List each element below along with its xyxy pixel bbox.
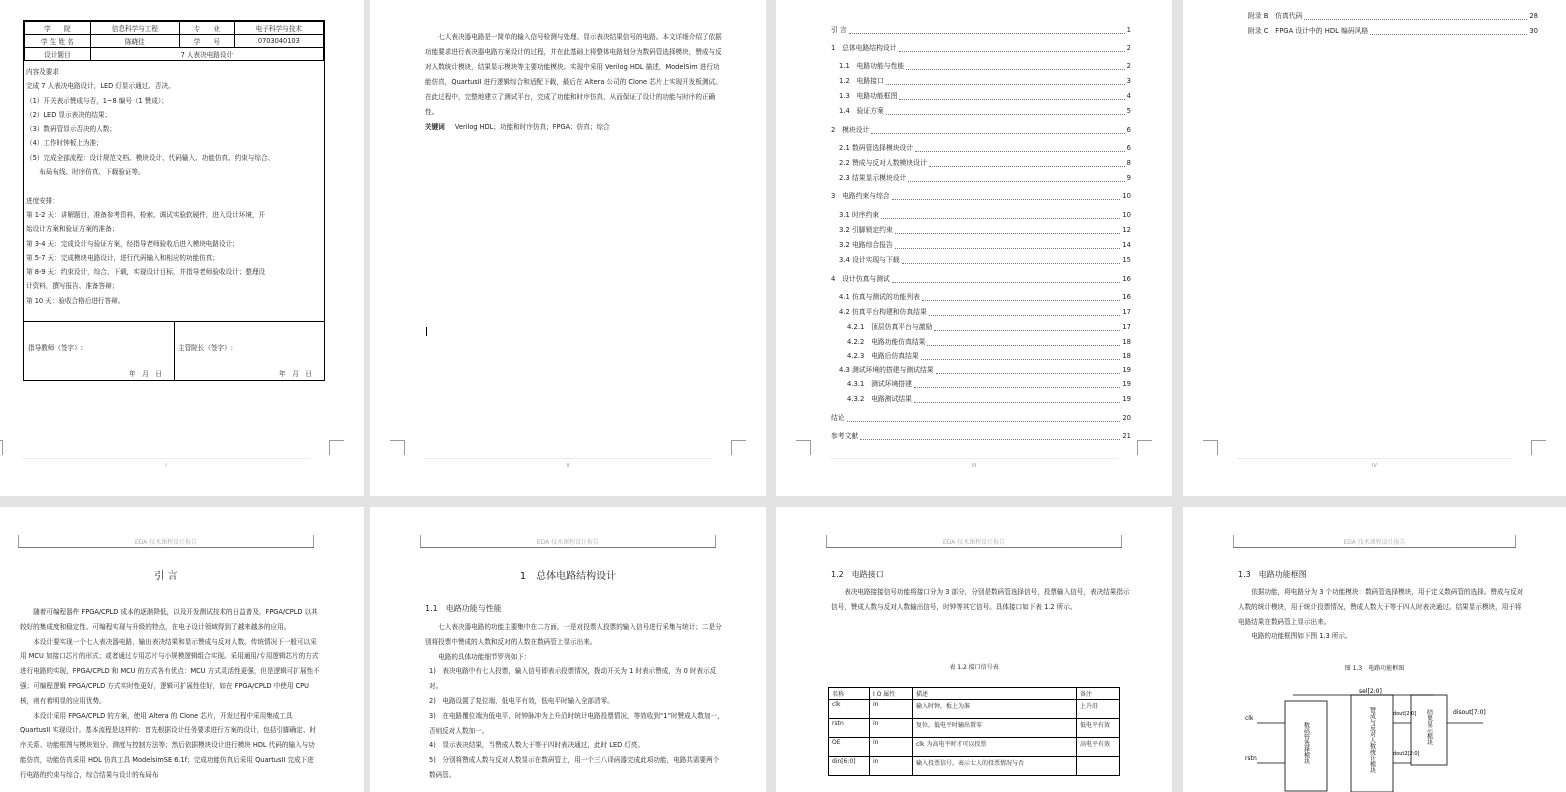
subsection-title: 1.2 电路接口 [831, 570, 884, 579]
toc-page-number: 18 [1122, 338, 1131, 346]
toc-page-number: 16 [1122, 293, 1131, 301]
requirement-line: 计资料，撰写报告、准备答辩； [26, 282, 119, 291]
toc-label: 4.3 测试环境的搭建与测试结果 [839, 366, 934, 374]
toc-page-number: 10 [1122, 211, 1131, 219]
paragraph: 随着可编程器件 FPGA/CPLD 成本的逐渐降低，以及开发测试技术的日益普及，FPGA/CPLD 以其较好的集成度和稳定性、可编程实现与升级的特点，在电子设计领域得到了越来越多的应用。 [20, 608, 318, 631]
list-item: 4) 显示表决结果，当赞成人数大于等于四时表决通过，此时 LED 灯亮。 [429, 741, 645, 750]
table-caption: 表 1.2 接口信号表 [949, 664, 999, 671]
rstn-label: rstn [1245, 755, 1257, 762]
cell: 学 院 [25, 22, 91, 35]
requirement-line: 布局布线、时序仿真、下载验证等。 [26, 168, 145, 177]
toc-page-number: 2 [1126, 44, 1131, 52]
toc-entry[interactable] [831, 140, 1131, 152]
toc-page-number: 1 [1126, 26, 1131, 34]
toc-page-number: 17 [1122, 308, 1131, 316]
running-header: EDA 技术课程设计报告 [1343, 539, 1406, 546]
toc-page-number: 16 [1122, 275, 1131, 283]
keywords: Verilog HDL；功能和时序仿真；FPGA；仿真；综合 [454, 123, 610, 131]
table-cell: 复位，低电平时输出置零 [913, 719, 1077, 738]
disout-label: disout[7:0] [1453, 709, 1486, 716]
toc-label: 2 模块设计 [831, 126, 870, 134]
table-row [829, 700, 1120, 719]
toc-entry[interactable] [831, 40, 1131, 52]
table-cell: din[6:0] [829, 757, 870, 776]
running-header: EDA 技术课程设计报告 [134, 539, 198, 546]
toc-page-number: 14 [1122, 241, 1131, 249]
table-cell: rstn [829, 719, 870, 738]
toc-label: 1.1 电路功能与性能 [839, 62, 905, 70]
table-cell: in [870, 738, 913, 757]
requirement-line: 进度安排： [26, 196, 59, 205]
toc-page-number: 19 [1122, 366, 1131, 374]
toc-entry[interactable] [831, 348, 1131, 360]
toc-label: 2.3 结果显示模块设计 [839, 174, 907, 182]
toc-page-number: 10 [1122, 192, 1131, 200]
section-title: 引 言 [154, 571, 178, 582]
toc-entry[interactable] [1248, 23, 1538, 35]
page-chapter1 [370, 507, 766, 792]
chapter1-body [425, 620, 725, 783]
table-cell: 低电平有效 [1077, 719, 1120, 738]
clk-label: clk [1245, 715, 1254, 722]
page-number: I [165, 463, 167, 469]
cell: 学 生 姓 名 [25, 35, 91, 48]
subsection-title: 1.1 电路功能与性能 [425, 604, 502, 613]
table-cell: 输入时钟，板上为准 [913, 700, 1077, 719]
advisor-signature [24, 322, 175, 380]
cell: 电子科学与技术 [234, 22, 323, 35]
toc-label: 引 言 [831, 26, 847, 34]
table-cell: OE [829, 738, 870, 757]
toc-page-number: 18 [1122, 352, 1131, 360]
paragraph: 本设计要实现一个七人表决器电路，输出表决结果和显示赞成与反对人数。传统情况下一般可以采用 MCU 加接口芯片的形式；或者通过专用芯片与小规模逻辑组合实现。采用通用/专用逻辑芯片的方式进行电路的实现，FPGA/CPLD 和 MCU 的方式各有优点：MCU 方式灵活性更强，但是逻辑可扩展性不强；可编程逻辑 FPGA/CPLD 方式实时性更好，逻辑可扩展性佳好，如在 FPGA/CPLD 中使用 CPU 核，则有着明显的应用优势。 [20, 637, 320, 705]
table-cell [1077, 757, 1120, 776]
page-abstract [370, 0, 766, 496]
toc-label: 4.2.3 电路后仿真结果 [847, 352, 919, 360]
col-header: 描述 [913, 688, 1077, 700]
toc-label: 3.2 电路综合报告 [839, 241, 893, 249]
function-block-diagram [1243, 687, 1503, 792]
toc-entry[interactable] [831, 334, 1131, 346]
requirement-line: 内容及要求 [26, 68, 59, 76]
page-toc [776, 0, 1172, 496]
toc-entry[interactable] [831, 73, 1131, 85]
requirement-line [26, 179, 322, 193]
table-cell: in [870, 719, 913, 738]
requirement-line: 第 10 天：验收合格后进行答辩。 [26, 296, 125, 305]
table-row [829, 719, 1120, 738]
toc-page-number: 20 [1122, 414, 1131, 422]
table-cell: clk 为高电平时才可以投票 [913, 738, 1077, 757]
counter-module-label: 赞成与反对人数统计模块 [1368, 707, 1376, 773]
toc-label: 附录 B 仿真代码 [1248, 12, 1303, 20]
toc-entry[interactable] [831, 391, 1131, 403]
toc-entry[interactable] [831, 319, 1131, 331]
requirement-line: （4）工作时钟板上为准； [26, 139, 103, 148]
list-item: 1) 表决电路中有七人投票，输入信号即表示投票情况，拨动开关为 1 时表示赞成，为 0 时表示反对。 [429, 667, 717, 691]
toc-label: 1.2 电路接口 [839, 77, 884, 85]
requirement-line: 完成 7 人表决电路设计，LED 灯显示通过、否决。 [26, 82, 175, 91]
page-form [0, 0, 364, 496]
requirement-line: （2）LED 显示表决的结果； [26, 110, 112, 119]
page-number: IV [1372, 463, 1377, 469]
toc-entry[interactable] [831, 207, 1131, 219]
toc-label: 3.2 引脚锁定约束 [839, 226, 893, 234]
list-item: 5) 分别将赞成人数与反对人数显示在数码管上，用一个三八译码器完成此项功能，电路共需要两个数码管。 [429, 756, 720, 779]
toc-entry[interactable] [831, 188, 1131, 200]
requirement-line: 始设计方案和验证方案的准备； [26, 225, 119, 234]
keywords-line [425, 120, 725, 135]
toc-label: 结论 [831, 414, 845, 422]
toc-entry[interactable] [831, 362, 1131, 374]
table-row [829, 757, 1120, 776]
toc-label: 3 电路约束与综合 [831, 192, 890, 200]
info-table [24, 21, 324, 61]
toc-entry[interactable] [831, 22, 1131, 34]
paragraph: 电路的具体功能细节罗列如下： [438, 652, 531, 661]
page-diagram [1183, 507, 1566, 792]
assignment-form [23, 20, 325, 381]
sel-label: sel[2:0] [1359, 688, 1382, 695]
toc-page-number: 21 [1122, 432, 1131, 440]
requirement-line: （3）数码管显示否决的人数； [26, 125, 116, 134]
table-cell: clk [829, 700, 870, 719]
requirements-text [24, 61, 324, 308]
toc-page-number: 17 [1122, 323, 1131, 331]
toc-page-number: 19 [1122, 395, 1131, 403]
toc-label: 2.2 赞成与反对人数模块设计 [839, 159, 927, 167]
text-cursor [426, 327, 427, 336]
signature-area [24, 321, 324, 380]
toc-entry[interactable] [831, 103, 1131, 115]
requirement-line: （1）开关表示赞成与否，1~8 编号（1 赞成）； [26, 96, 168, 105]
cell: 信息科学与工程 [90, 22, 179, 35]
toc-entry[interactable] [831, 222, 1131, 234]
paragraph: 电路的功能框图如下图 1.3 所示。 [1251, 632, 1352, 641]
page-number: III [971, 463, 977, 469]
toc-page-number: 5 [1126, 107, 1131, 115]
intro-body [20, 605, 320, 783]
running-header: EDA 技术课程设计报告 [942, 539, 1006, 546]
dout1-label: dout[2:0] [1393, 711, 1417, 717]
cell: 陈晓佳 [90, 35, 179, 48]
toc-entry[interactable] [831, 155, 1131, 167]
toc-entry[interactable] [831, 271, 1131, 283]
requirement-line: 第 8-9 天：约束设计，综合、下载，实现设计目标，并指导老师验收设计；整理设 [26, 268, 266, 277]
toc-label: 4 设计仿真与测试 [831, 275, 890, 283]
dout2-label: dout2[2:0] [1393, 751, 1420, 757]
toc-label: 1 总体电路结构设计 [831, 44, 897, 52]
interface-body [831, 585, 1131, 615]
toc-entry[interactable] [831, 304, 1131, 316]
toc-entry[interactable] [831, 237, 1131, 249]
toc-label: 3.4 设计实现与下载 [839, 256, 900, 264]
table-cell: 高电平有效 [1077, 738, 1120, 757]
toc-label: 附录 C FPGA 设计中的 HDL 编码风格 [1248, 27, 1369, 35]
cell: 专 业 [179, 22, 234, 35]
toc-entry[interactable] [831, 122, 1131, 134]
toc-label: 2.1 数码管选择模块设计 [839, 144, 914, 152]
cell: 0703040103 [234, 35, 323, 48]
requirement-line: （5）完成全部流程：设计规范文档、模块设计、代码输入、功能仿真、约束与综合、 [26, 153, 275, 162]
table-cell: 上升沿 [1077, 700, 1120, 719]
paragraph: 表决电路接接信号功能将接口分为 3 部分，分别是数码管选择信号，投票输入信号，表决结果指示信号，赞成人数与反对人数输出信号，时钟等其它信号。具体接口如下表 1.2 所示。 [831, 588, 1130, 611]
toc-label: 4.3.2 电路测试结果 [847, 395, 912, 403]
cell: 学 号 [179, 35, 234, 48]
toc-page-number: 30 [1529, 27, 1538, 35]
paragraph: 依据功能，将电路分为 3 个功能模块：数码管选择模块，用于定义数码管的选择。赞成与反对人数的统计模块，用于统计投票情况，赞成人数大于等于四人时表决通过。结果显示模块，用于将电路结果在数码管上显示出来。 [1238, 588, 1524, 626]
head-signature [174, 322, 324, 380]
col-header: 备注 [1077, 688, 1120, 700]
toc-page-number: 6 [1126, 144, 1131, 152]
keywords-label: 关键词 [425, 123, 445, 131]
toc-page-number: 2 [1126, 62, 1131, 70]
toc-label: 4.2.2 电路功能仿真结果 [847, 338, 926, 346]
date-label: 年 月 日 [129, 370, 162, 378]
toc-entry[interactable] [831, 410, 1131, 422]
head-sign-label: 主管院长（签字）: [178, 344, 233, 352]
abstract-paragraph: 七人表决器电路是一简单的输入信号检测与处理、显示表决结果信号的电路。本文详细介绍了依据功能要求进行表决器电路方案设计的过程，并在此基础上将整体电路划分为数码管选择模块，赞成与反对人数统计模块，结果显示模块等主要功能模块。实现中采用 Verilog HDL 描述，ModelSim 进行功能仿真，QuartusII 进行逻辑综合和适配下载，最后在 Altera 公司的 Clone 芯片上实现开发板测试。在此过程中，完整地建立了测试平台，完成了功能和时序仿真，从而保证了设计的功能与时序的正确性。 [425, 33, 722, 116]
toc-label: 1.4 验证方案 [839, 107, 884, 115]
toc-page-number: 19 [1122, 380, 1131, 388]
table-cell: in [870, 700, 913, 719]
toc-label: 1.3 电路功能框图 [839, 92, 898, 100]
toc-page-number: 3 [1126, 77, 1131, 85]
toc-label: 参考文献 [831, 432, 859, 440]
requirement-line: 第 1-2 天：讲解题目，准备参考资料，检索、调试实验软硬件，进入设计环境，开 [26, 210, 266, 219]
toc-label: 4.2.1 顶层仿真平台与激励 [847, 323, 933, 331]
toc-label: 3.1 时序约束 [839, 211, 880, 219]
toc-page-number: 6 [1126, 126, 1131, 134]
toc-label: 4.3.1 测试环境搭建 [847, 380, 912, 388]
advisor-sign-label: 指导教师（签字）: [28, 344, 83, 352]
requirement-line: 第 3-4 天：完成设计与验证方案，经指导老师验收后进入模块电路设计； [26, 239, 239, 248]
list-item: 3) 在电路覆位端为低电平，时钟脉冲为上升沿时统计电路投票情况，等效收到“1”时赞成人数加一，否则反对人数加一。 [429, 711, 724, 735]
col-header: I O 属性 [870, 688, 913, 700]
toc-label: 4.2 仿真平台构建和仿真结果 [839, 308, 927, 316]
toc-entry[interactable] [831, 376, 1131, 388]
toc-entry[interactable] [831, 428, 1131, 440]
diagram-body [1238, 585, 1528, 644]
subsection-title: 1.3 电路功能框图 [1238, 570, 1307, 579]
toc-page-number: 28 [1529, 12, 1538, 20]
toc-entry[interactable] [831, 58, 1131, 70]
cell: 设计题目 [25, 48, 91, 61]
toc-page-number: 4 [1126, 92, 1131, 100]
col-header: 名称 [829, 688, 870, 700]
table-row [829, 738, 1120, 757]
figure-caption: 图 1.3 电路功能框图 [1344, 665, 1405, 672]
page-interface [776, 507, 1172, 792]
toc-page-number: 9 [1126, 174, 1131, 182]
page-intro [0, 507, 364, 792]
toc-entry[interactable] [1248, 8, 1538, 20]
toc-entry[interactable] [831, 252, 1131, 264]
toc-entry[interactable] [831, 88, 1131, 100]
page-toc-continued [1183, 0, 1566, 496]
toc-page-number: 15 [1122, 256, 1131, 264]
toc-entry[interactable] [831, 170, 1131, 182]
cell: 7 人表决电路设计 [90, 48, 323, 61]
table-cell: 输入投票信号，表示七人的投票情况与否 [913, 757, 1077, 776]
chapter-title: 1 总体电路结构设计 [519, 571, 617, 582]
toc-page-number: 8 [1126, 159, 1131, 167]
list-item: 2) 电路设置了复位端，低电平有效，低电平时输入全部清零。 [429, 696, 614, 705]
date-label: 年 月 日 [279, 370, 312, 378]
display-module-label: 结果显示模块 [1425, 709, 1433, 745]
requirement-line: 第 5-7 天：完成模块电路设计，进行代码输入和相应的功能仿真； [26, 253, 219, 262]
toc-label: 4.1 仿真与测试的功能列表 [839, 293, 920, 301]
paragraph: 七人表决器电路的功能主要集中在二方面，一是对投票人投票的输入信号进行采集与统计；二是分别将投票中赞成的人数和反对的人数在数码管上显示出来。 [425, 623, 722, 646]
toc-entry[interactable] [831, 289, 1131, 301]
selector-module-label: 数码管选择模块 [1302, 722, 1310, 764]
running-header: EDA 技术课程设计报告 [536, 539, 600, 546]
toc-page-number: 12 [1122, 226, 1131, 234]
table-cell: in [870, 757, 913, 776]
page-number: II [566, 463, 570, 469]
abstract [425, 30, 725, 135]
interface-table [828, 687, 1120, 776]
paragraph: 本设计采用 FPGA/CPLD 的方案，使用 Altera 的 Clone 芯片，开发过程中采用集成工具 QuartusII 实现设计。基本流程是这样的：首先根据设计任务要求进行方案的设计，包括引脚确定、时序关系、功能框图与模块划分、测度与控制方法等；然后依据模块设计进行模块 HDL 代码的输入与功能仿真，功能仿真采用 HDL 仿真工具 ModelsimSE 6.1f；完成功能仿真后采用 QuartusII 完成下进行电路的约束与综合，综合结果与设计的布局布 [20, 711, 317, 779]
